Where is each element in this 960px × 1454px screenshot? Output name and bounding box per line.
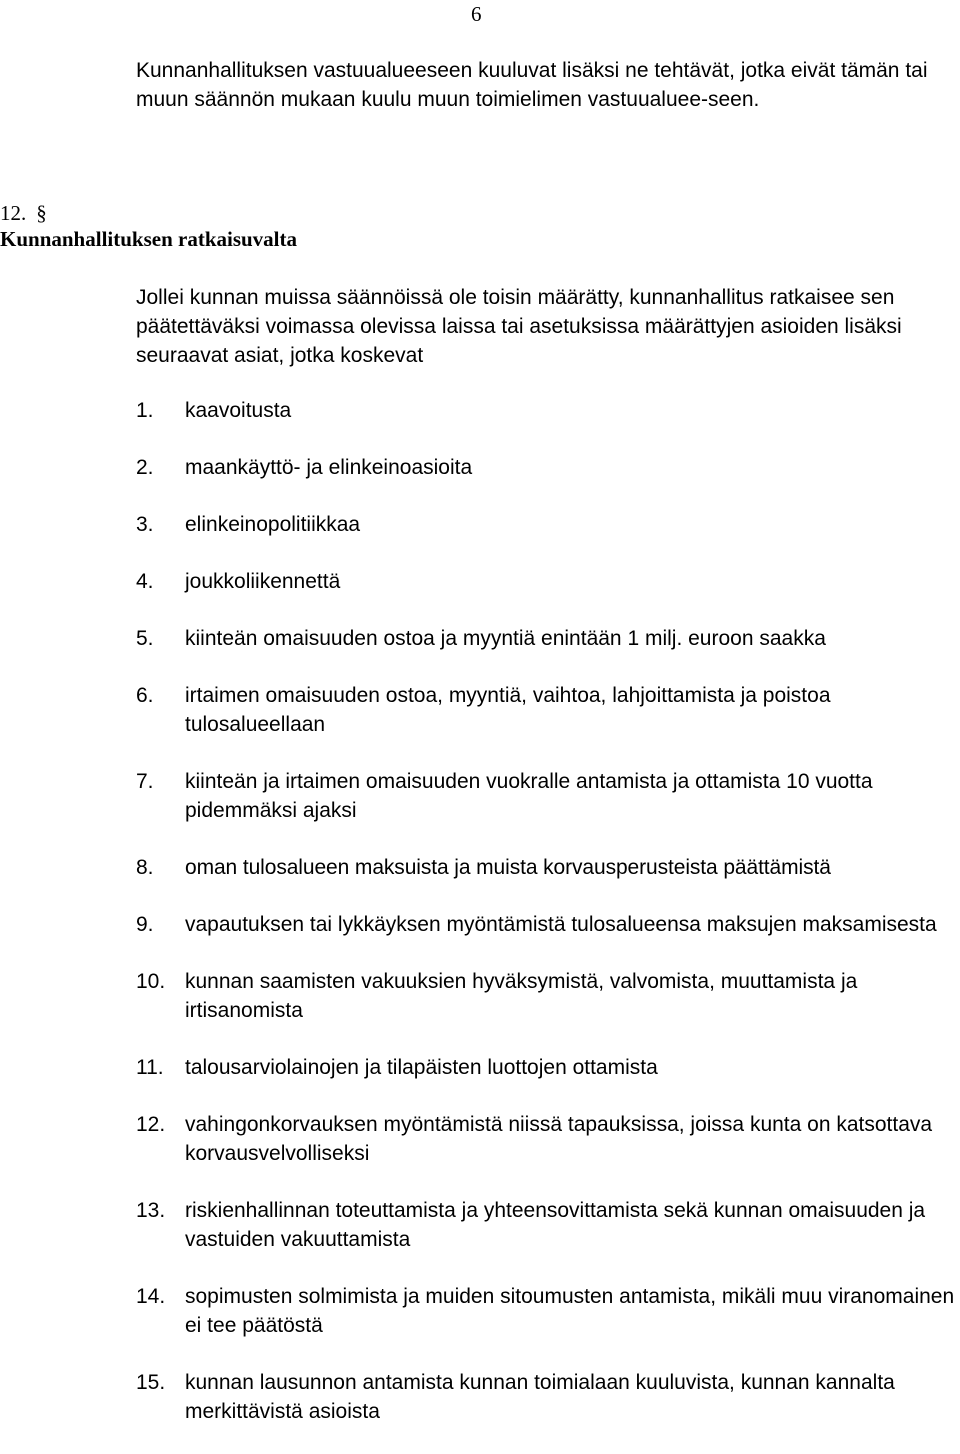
list-item (136, 1053, 960, 1082)
section-number-value: 12. (0, 201, 27, 225)
list-item (136, 853, 960, 882)
list-item-text: maankäyttö- ja elinkeinoasioita (185, 456, 473, 479)
list-item-number: 10. (136, 970, 166, 993)
list-item-number: 9. (136, 913, 154, 936)
list-item-text: kunnan lausunnon antamista kunnan toimialaan kuuluvista, kunnan kannalta merkittävistä asioista (185, 1371, 895, 1423)
intro-paragraph: Kunnanhallituksen vastuualueeseen kuuluvat lisäksi ne tehtävät, jotka eivät tämän tai muun säännön mukaan kuulu muun toimielimen vastuualuee-seen. (136, 59, 928, 111)
list-item-number: 8. (136, 856, 154, 879)
list-item-text: kiinteän omaisuuden ostoa ja myyntiä enintään 1 milj. euroon saakka (185, 627, 826, 650)
list-item-text: talousarviolainojen ja tilapäisten luottojen ottamista (185, 1056, 658, 1079)
list-item (136, 967, 960, 1025)
list-item-number: 12. (136, 1113, 166, 1136)
list-item-number: 2. (136, 456, 154, 479)
list-item-number: 6. (136, 684, 154, 707)
list-item-text: kunnan saamisten vakuuksien hyväksymistä, valvomista, muuttamista ja irtisanomista (185, 970, 858, 1022)
list-item (136, 624, 960, 653)
list-item-number: 3. (136, 513, 154, 536)
list-item (136, 1110, 960, 1168)
list-item-number: 7. (136, 770, 154, 793)
list-item-number: 11. (136, 1056, 164, 1079)
list-item (136, 767, 960, 825)
list-item-text: riskienhallinnan toteuttamista ja yhteensovittamista sekä kunnan omaisuuden ja vastuiden vakuuttamista (185, 1199, 926, 1251)
list-item-text: elinkeinopolitiikkaa (185, 513, 361, 536)
list-item-text: kaavoitusta (185, 399, 292, 422)
list-item (136, 510, 960, 539)
list-item-text: vahingonkorvauksen myöntämistä niissä tapauksissa, joissa kunta on katsottava korvausvelvolliseksi (185, 1113, 933, 1165)
list-item-text: vapautuksen tai lykkäyksen myöntämistä tulosalueensa maksujen maksamisesta (185, 913, 937, 936)
lead-paragraph: Jollei kunnan muissa säännöissä ole toisin määrätty, kunnanhallitus ratkaisee sen päätettäväksi voimassa olevissa laissa tai asetuksissa määrättyjen asioiden lisäksi seuraavat asiat, jotka koskevat (136, 286, 902, 367)
page-number: 6 (471, 2, 482, 26)
list-item (136, 681, 960, 739)
list-item (136, 396, 960, 425)
section-title: Kunnanhallituksen ratkaisuvalta (0, 227, 298, 251)
list-item-text: oman tulosalueen maksuista ja muista korvausperusteista päättämistä (185, 856, 831, 879)
list-item-number: 13. (136, 1199, 166, 1222)
list-item (136, 910, 960, 939)
list-item-text: irtaimen omaisuuden ostoa, myyntiä, vaihtoa, lahjoittamista ja poistoa tulosalueellaan (185, 684, 831, 736)
list-item-number: 5. (136, 627, 154, 650)
list-item (136, 1196, 960, 1254)
list-item-number: 15. (136, 1371, 166, 1394)
list-item-text: sopimusten solmimista ja muiden sitoumusten antamista, mikäli muu viranomainen ei tee päätöstä (185, 1285, 955, 1337)
list-item (136, 1282, 960, 1340)
list-item-number: 14. (136, 1285, 166, 1308)
section-number (0, 199, 47, 228)
list-item-text: joukkoliikennettä (185, 570, 341, 593)
list-item-text: kiinteän ja irtaimen omaisuuden vuokralle antamista ja ottamista 10 vuotta pidemmäksi ajaksi (185, 770, 873, 822)
list-item-number: 4. (136, 570, 154, 593)
list-item (136, 567, 960, 596)
decision-list (136, 396, 960, 1454)
list-item (136, 1368, 960, 1426)
list-item (136, 453, 960, 482)
section-sign: § (36, 201, 47, 225)
list-item-number: 1. (136, 399, 154, 422)
